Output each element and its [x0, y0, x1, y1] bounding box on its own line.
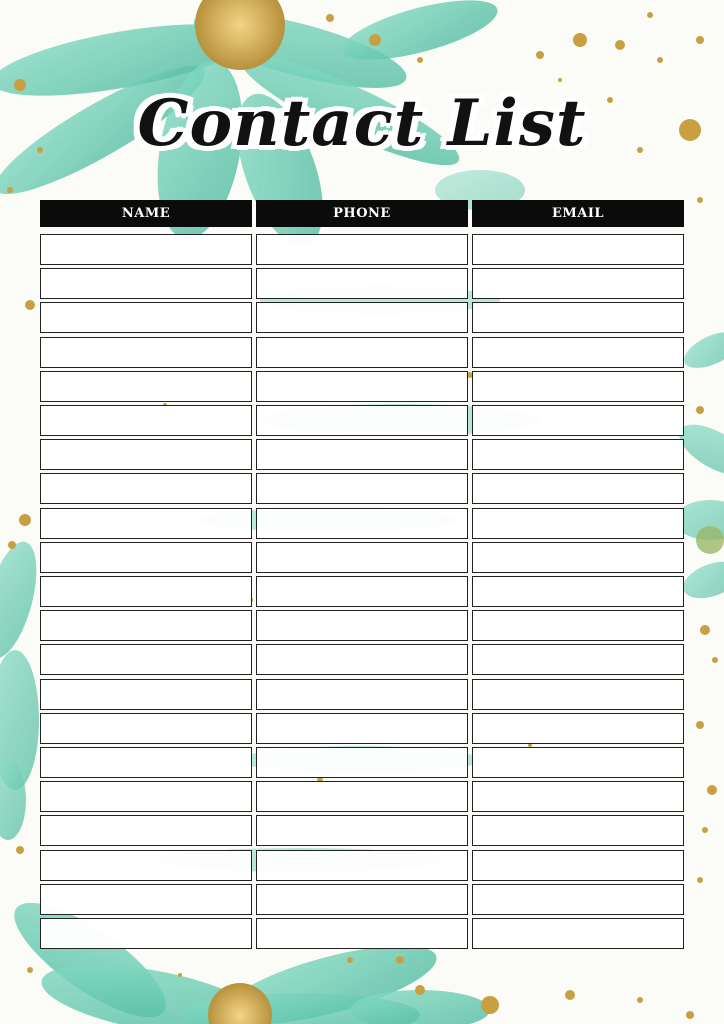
column-header-name: NAME	[40, 200, 252, 227]
name-cell[interactable]	[40, 610, 252, 641]
name-cell[interactable]	[40, 371, 252, 402]
email-cell[interactable]	[472, 268, 684, 299]
email-cell[interactable]	[472, 405, 684, 436]
phone-cell[interactable]	[256, 371, 468, 402]
name-cell[interactable]	[40, 713, 252, 744]
phone-cell[interactable]	[256, 473, 468, 504]
email-cell[interactable]	[472, 302, 684, 333]
phone-cell[interactable]	[256, 439, 468, 470]
phone-cell[interactable]	[256, 918, 468, 949]
email-cell[interactable]	[472, 884, 684, 915]
phone-cell[interactable]	[256, 781, 468, 812]
name-cell[interactable]	[40, 508, 252, 539]
name-cell[interactable]	[40, 473, 252, 504]
email-cell[interactable]	[472, 610, 684, 641]
name-cell[interactable]	[40, 747, 252, 778]
phone-cell[interactable]	[256, 850, 468, 881]
column-header-phone: PHONE	[256, 200, 468, 227]
name-cell[interactable]	[40, 815, 252, 846]
phone-cell[interactable]	[256, 884, 468, 915]
phone-cell[interactable]	[256, 234, 468, 265]
email-cell[interactable]	[472, 850, 684, 881]
email-cell[interactable]	[472, 747, 684, 778]
phone-cell[interactable]	[256, 713, 468, 744]
name-cell[interactable]	[40, 918, 252, 949]
title-banner	[0, 68, 724, 178]
name-cell[interactable]	[40, 884, 252, 915]
email-cell[interactable]	[472, 644, 684, 675]
name-cell[interactable]	[40, 234, 252, 265]
name-cell[interactable]	[40, 576, 252, 607]
phone-cell[interactable]	[256, 644, 468, 675]
name-cell[interactable]	[40, 679, 252, 710]
email-cell[interactable]	[472, 371, 684, 402]
email-cell[interactable]	[472, 337, 684, 368]
name-cell[interactable]	[40, 337, 252, 368]
phone-cell[interactable]	[256, 302, 468, 333]
name-cell[interactable]	[40, 405, 252, 436]
name-cell[interactable]	[40, 644, 252, 675]
column-header-email: EMAIL	[472, 200, 684, 227]
phone-cell[interactable]	[256, 337, 468, 368]
name-cell[interactable]	[40, 439, 252, 470]
phone-cell[interactable]	[256, 542, 468, 573]
email-cell[interactable]	[472, 781, 684, 812]
email-cell[interactable]	[472, 815, 684, 846]
column-phone	[256, 200, 468, 227]
phone-cell[interactable]	[256, 508, 468, 539]
email-cell[interactable]	[472, 576, 684, 607]
phone-cell[interactable]	[256, 815, 468, 846]
name-cell[interactable]	[40, 302, 252, 333]
name-cell[interactable]	[40, 542, 252, 573]
phone-cell[interactable]	[256, 268, 468, 299]
email-cell[interactable]	[472, 918, 684, 949]
email-cell[interactable]	[472, 713, 684, 744]
phone-cell[interactable]	[256, 405, 468, 436]
email-cell[interactable]	[472, 508, 684, 539]
phone-cell[interactable]	[256, 747, 468, 778]
phone-cell[interactable]	[256, 576, 468, 607]
email-cell[interactable]	[472, 542, 684, 573]
email-cell[interactable]	[472, 439, 684, 470]
column-email	[472, 200, 684, 227]
phone-cell[interactable]	[256, 610, 468, 641]
email-cell[interactable]	[472, 473, 684, 504]
email-cell[interactable]	[472, 234, 684, 265]
email-cell[interactable]	[472, 679, 684, 710]
name-cell[interactable]	[40, 268, 252, 299]
name-cell[interactable]	[40, 781, 252, 812]
name-cell[interactable]	[40, 850, 252, 881]
phone-cell[interactable]	[256, 679, 468, 710]
page-title: Contact List	[137, 85, 587, 161]
column-name	[40, 200, 252, 227]
